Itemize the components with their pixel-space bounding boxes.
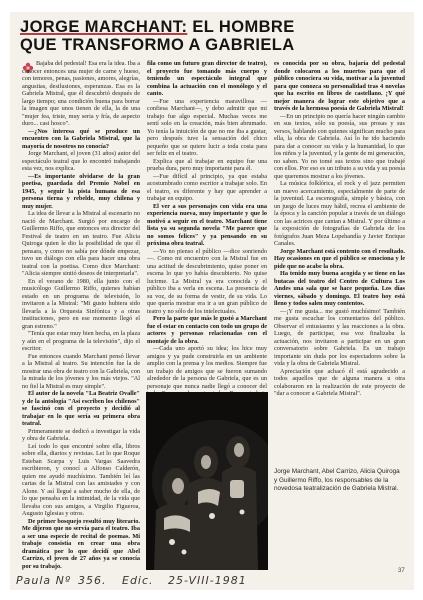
headline-name: JORGE MARCHANT:	[20, 18, 188, 36]
col3-paragraph-4: Jorge Marchant está contento con el resultado. Hay ocasiones en que el público se emociona y le pide que no acabe la obra.	[274, 247, 405, 270]
annotation-publication: Paula Nº	[16, 574, 72, 587]
col3-paragraph-5: Ha tenido muy buena acogida y se tiene en las butacas del teatro del Centro de Cultura Los Andes una sala que se hace pequeña. Los días viernes, sábado y domingo. El teatro hoy está lleno y todos salen muy contentos.	[274, 270, 405, 307]
article-column-1	[22, 60, 140, 588]
col1-paragraph-4: —Es importante olvidarse de la gran poetisa, guardada del Premio Nobel en 1945, y seguir la pista humana de esa persona tierna y rebelde, muy chilena y muy mujer.	[22, 172, 140, 210]
magazine-page	[10, 12, 414, 590]
col2-paragraph-5: El ver a sus personajes con vida era una experiencia nueva, muy importante y que lo motivó a seguir en el teatro. Marchant tiene lista ya su segunda novela "Me parece que no somos felices" y ya pensando en su próxima obra teatral.	[147, 202, 267, 247]
col3-paragraph-7: Apreciación que achacó él está agradecido a todos aquellos que de alguna manera u otra colaboraron en la realización de este proyecto de "dar a conocer a Gabriela Mistral".	[274, 367, 405, 397]
photo-caption: Jorge Marchant, Abel Carrizo, Alicia Quiroga y Guillermo Riffo, los responsables de la novedosa teatralización de Gabriela Mistral.	[274, 468, 400, 493]
article-headline	[20, 18, 410, 54]
col1-paragraph-3: Jorge Marchant, el joven (31 años) autor del espectáculo teatral que lo encontró trabajando esta vez, nos explica.	[22, 150, 140, 172]
annotation-edition: Edic.	[122, 574, 154, 587]
annotation-date: 25-VIII-1981	[168, 574, 247, 587]
cast-photo	[146, 392, 268, 570]
article-column-3	[274, 60, 405, 412]
col2-paragraph-4: —Fue difícil al principio, ya que estaba acostumbrado como escritor a trabajar solo. En el teatro, es diferente y hay que aprender a trabajar en equipo.	[147, 172, 267, 202]
col2-paragraph-1: fila como un futuro gran director de teatro), el proyecto fue tomando más cuerpo y teniendo un espectáculo integral que combina la actuación con el monólogo y el canto.	[147, 60, 267, 97]
col1-paragraph-6: En el verano de 1980, ella junto con el musicólogo Guillermo Riffo, quienes habían estado en un programa de televisión, lo invitaron a la Mistral: "Mi gusto hubiera sido llevarla a la Orquesta Sinfónica y a otras instituciones, pero en ese momento llegó el gran estreno."	[22, 277, 140, 330]
col3-paragraph-1: es conocida por su obra, bajaría del pedestal donde colocaron a los muertos para que el público conociera su vida, motivar a la juventud para que conozca su personalidad tras 4 novelas que ha escrito en libros de castellano. ¡Y qué mejor manera de lograr este objetivo que a través de la hermosa poesía de Gabriela Mistral!	[274, 60, 405, 112]
col3-paragraph-3: La música folklórica, el rock y el jazz permiten un nuevo acercamiento, especialmente de parte de la juventud. La escenografía, simple y básica, con un juego de luces muy hábil, recrea el ambiente de la época y la canción popular a través de un diálogo con las actrices que cantan a Mistral. Y por último a la exposición de fotografías de Gabriela de los fotógrafos Juan Meza Lopehandía y Javier Enrique Canales.	[274, 180, 405, 247]
col3-paragraph-6: —¡Y me gusta... me gustó muchísimo! También me gusta escuchar los comentarios del público. Observar el entusiasmo y las reacciones a la obra. Luego, de participar, esa voz finalizaba la actuación, nos invitaron a participar en un gran conversatorio sobre Gabriela. Es un trabajo importante sin duda por los espectadores sobre la vida y la obra de Gabriela Mistral.	[274, 307, 405, 367]
col1-paragraph-9: El autor de la novela "La Beatriz Ovalle" y de la antología "Así escriben los chilenos" se fascinó con el proyecto y decidió al trabajar en lo que sería su primera obra teatral.	[22, 390, 140, 427]
col2-paragraph-3: Explica que al trabajar en equipo fue una prueba dura, pero muy importante para él.	[147, 157, 267, 172]
handwritten-annotation	[10, 572, 414, 590]
headline-title: EL HOMBRE	[187, 18, 295, 36]
col3-paragraph-2: —En un principio no quería hacer ningún cambio en sus textos, sólo su poesía, sus prosas y sus versos, hablando con quienes significan mucho para ella, la obra de Gabriela. Así lo he ido haciendo para dar a conocer su vida y la humanidad, lo que los niños y la juventud, y la gente de mi generación, no saben. Yo no tomé sus textos sino que trabajé con ellos. Por eso es un tributo a su vida y su poesía que queremos mostrar a los jóvenes.	[274, 112, 405, 180]
col2-paragraph-2: —Fue una experiencia maravillosa —confiesa Marchant—, y debo admitir que mi trabajo fue algo especial. Muchas veces me sentí solo en la creación, más bien abrumado. Yo tenía la intuición de que no me iba a gustar, pero después tuve la sensación del chico pequeño que se quiere lucir a toda costa para ser feliz en el teatro.	[147, 97, 267, 157]
col2-paragraph-7: Pero la parte que más le gustó a Marchant fue el estar en contacto con todo un grupo de actores y personas relacionadas con el montaje de la obra.	[147, 315, 267, 345]
col1-paragraph-11: Leí todo lo que encontré sobre ella, libros sobre ella, diarios y revistas. Lei lo que Roque Esteban Scarpa y Luis Vargas Saavedra escribieron, y conocí a Alfonso Calderón, quien me ayudó muchísimo. También leí las cartas de la Mistral con las amistades y con Alone. Y así llegué a saber mucho de ella, de lo que pensaba en la intimidad, de la vida que llevaba con sus amigos, a Virgilio Figueroa, Augusto Iglesias y otros.	[22, 442, 140, 517]
page-number: 37	[398, 568, 405, 574]
annotation-issue: 356.	[78, 574, 107, 587]
col1-paragraph-2: —¿Nos interesa qué se produce un encuentro con la Gabriela Mistral, que la mayoría de nosotros no conocía?	[22, 127, 140, 150]
col1-paragraph-10: Primeramente se dedicó a investigar la vida y obra de Gabriela.	[22, 427, 140, 442]
col1-paragraph-8: Fue entonces cuando Marchant pensó llevar a la Mistral al teatro. Su intención fue la de mostrar una obra de teatro con la Gabriela, con la mirada de los jóvenes y los más viejos. "Al no fiel la Mistral es muy simple".	[22, 352, 140, 390]
col2-paragraph-8: —Cada uno aportó su idea; los hice muy amigos y ya pude construirla en un ambiente amplio con la prensa y los medios. Siempre fue un trabajo de amigos que se fueron sumando alrededor de la persona de Gabriela, que es un personaje que nunca nadie llegó a conocer del	[147, 345, 267, 390]
cast-photo-image	[146, 392, 268, 570]
col1-paragraph-12: De primer bosquejo resultó muy literario. Me dijeron que no servía para el teatro. Iba a ser una especie de recital de poemas. Mi trabajo consistía en crear una obra dramática por lo que decidí que Abel Carrizo, el joven de 27 años ya se conocía por su trabajo.	[22, 517, 140, 570]
col1-paragraph-5: La idea de llevar a la Mistral al escenario no nació de Marchant. Surgió por encargo de Guillermo Riffo, que entonces era director del Festival de teatro en un teatro. Fue Alicia Quiroga quien le dio la posibilidad de que él pensara, y como no sabía por dónde empezar, tuvo un diálogo con ella para hacer una obra teatral con la poetisa. Como dice Marchant: "Alicia siempre sintió deseos de interpretarla".	[22, 210, 140, 277]
col2-paragraph-6: —Yo no pienso el público —dice sonriendo—. Como mi encuentro con la Mistral fue en una actitud de descubrimiento, quise poner en escena lo que yo había descubierto. No quise lucirme. La Mistral ya era conocida y el público iba a verla en escena. La presencia de su voz, de su forma de vestir, de su vida. Lo que quería mostrar era ir a un gran público de teatro y no sólo de los intelectuales.	[147, 247, 267, 315]
headline-line-2: QUE TRANSFORMO A GABRIELA	[20, 36, 295, 54]
headline-line-1	[20, 18, 410, 36]
col1-paragraph-1: Bajaba del pedestal! Esa era la idea. Iba a conocer entonces una mujer de carne y hueso, con temores, penas, pasiones, amores, alegrías, angustias, desilusiones, esperanzas. Esa es la Gabriela Mistral, que él descubrió después de largo tiempo; una condición buena para borrar la imagen que unos tienen de ella, la de una "mujer fea, triste, muy seria y fría, de aspecto duro... casi hosco".	[22, 60, 140, 127]
col1-paragraph-7: "Tenía que estar muy bien hecha, en la plaza y aún en el programa de la televisión", dijo el escritor.	[22, 330, 140, 352]
